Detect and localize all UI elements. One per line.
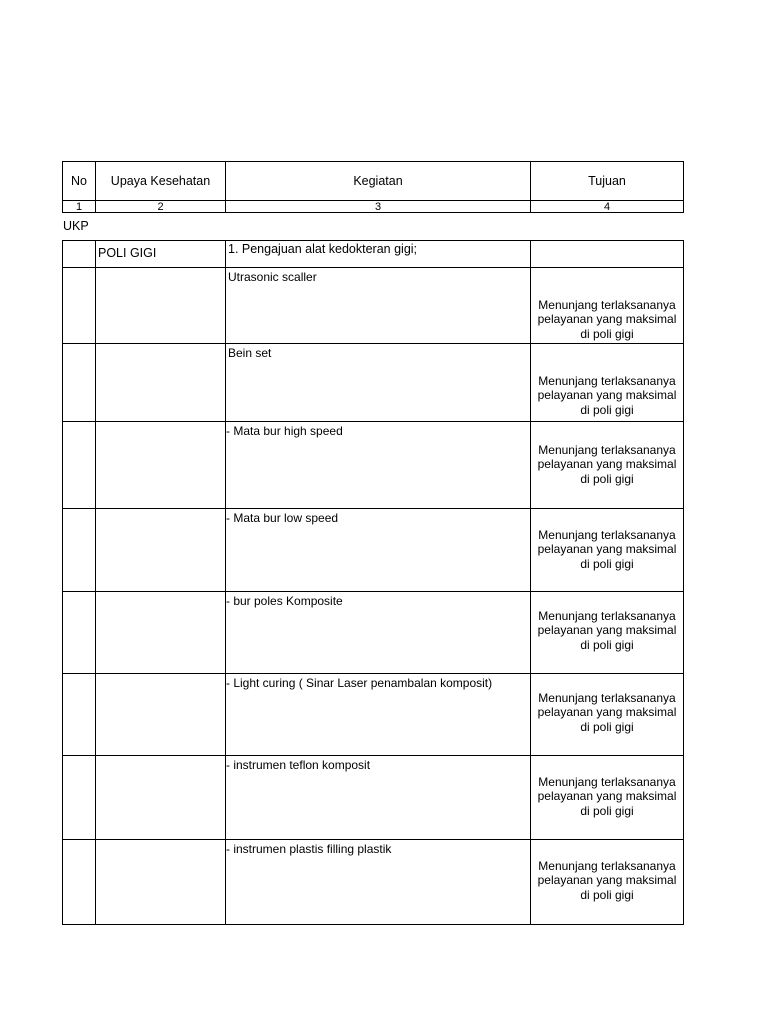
row-5-tujuan (530, 591, 684, 674)
row-5-kegiatan (225, 591, 531, 674)
tujuan-line-1: Menunjang terlaksananya (538, 527, 676, 542)
row-4-no (62, 508, 96, 592)
tujuan-line-1: Menunjang terlaksananya (538, 297, 676, 312)
section-label-ukp: UKP (63, 219, 89, 233)
colnum-3: 3 (225, 200, 531, 213)
tujuan-line-3: di poli gigi (580, 803, 634, 818)
row-3-no (62, 421, 96, 509)
tujuan-line-1: Menunjang terlaksananya (538, 690, 676, 705)
row-1-kegiatan (225, 267, 531, 344)
row-3-kegiatan (225, 421, 531, 509)
row-7-upaya (95, 755, 226, 840)
colnum-4: 4 (530, 200, 684, 213)
kegiatan-text: - Mata bur low speed (226, 511, 339, 525)
tujuan-line-3: di poli gigi (580, 471, 634, 486)
row-4-upaya (95, 508, 226, 592)
colnum-1: 1 (62, 200, 96, 213)
row-6-tujuan (530, 673, 684, 756)
header-tujuan: Tujuan (530, 161, 684, 201)
row-1-tujuan (530, 267, 684, 344)
tujuan-line-2: pelayanan yang maksimal (537, 388, 677, 402)
row-5-upaya (95, 591, 226, 674)
kegiatan-text: - instrumen plastis filling plastik (226, 842, 392, 856)
tujuan-line-2: pelayanan yang maksimal (537, 542, 677, 556)
row-2-upaya (95, 343, 226, 422)
row-3-upaya (95, 421, 226, 509)
row-group-no (62, 240, 96, 268)
tujuan-line-1: Menunjang terlaksananya (538, 442, 676, 457)
kegiatan-text: - instrumen teflon komposit (226, 758, 371, 772)
row-1-upaya (95, 267, 226, 344)
tujuan-line-2: pelayanan yang maksimal (537, 789, 677, 803)
kegiatan-text: - bur poles Komposite (226, 594, 343, 608)
header-no: No (62, 161, 96, 201)
row-4-kegiatan (225, 508, 531, 592)
tujuan-line-1: Menunjang terlaksananya (538, 373, 676, 388)
row-6-no (62, 673, 96, 756)
kegiatan-text: - Light curing ( Sinar Laser penambalan komposit) (226, 676, 493, 690)
row-6-upaya (95, 673, 226, 756)
group-title: 1. Pengajuan alat kedokteran gigi; (225, 240, 531, 268)
kegiatan-text: Utrasonic scaller (228, 270, 317, 284)
tujuan-line-3: di poli gigi (580, 637, 634, 652)
row-8-no (62, 839, 96, 925)
tujuan-line-2: pelayanan yang maksimal (537, 457, 677, 471)
header-kegiatan: Kegiatan (225, 161, 531, 201)
row-8-kegiatan (225, 839, 531, 925)
row-6-kegiatan (225, 673, 531, 756)
tujuan-line-2: pelayanan yang maksimal (537, 873, 677, 887)
tujuan-line-3: di poli gigi (580, 402, 634, 417)
tujuan-line-3: di poli gigi (580, 556, 634, 571)
row-3-tujuan (530, 421, 684, 509)
unit-label-poli-gigi: POLI GIGI (95, 240, 226, 268)
row-2-kegiatan (225, 343, 531, 422)
row-4-tujuan (530, 508, 684, 592)
tujuan-line-1: Menunjang terlaksananya (538, 608, 676, 623)
row-8-upaya (95, 839, 226, 925)
kegiatan-text: Bein set (228, 346, 272, 360)
row-2-tujuan (530, 343, 684, 422)
tujuan-line-2: pelayanan yang maksimal (537, 623, 677, 637)
tujuan-line-3: di poli gigi (580, 719, 634, 734)
kegiatan-text: - Mata bur high speed (226, 424, 343, 438)
row-7-tujuan (530, 755, 684, 840)
row-7-no (62, 755, 96, 840)
header-upaya-kesehatan: Upaya Kesehatan (95, 161, 226, 201)
row-2-no (62, 343, 96, 422)
tujuan-line-2: pelayanan yang maksimal (537, 705, 677, 719)
row-8-tujuan (530, 839, 684, 925)
tujuan-line-3: di poli gigi (580, 326, 634, 341)
row-5-no (62, 591, 96, 674)
row-1-no (62, 267, 96, 344)
colnum-2: 2 (95, 200, 226, 213)
row-7-kegiatan (225, 755, 531, 840)
tujuan-line-3: di poli gigi (580, 887, 634, 902)
tujuan-line-1: Menunjang terlaksananya (538, 774, 676, 789)
tujuan-line-1: Menunjang terlaksananya (538, 858, 676, 873)
tujuan-line-2: pelayanan yang maksimal (537, 312, 677, 326)
row-group-tujuan (530, 240, 684, 268)
